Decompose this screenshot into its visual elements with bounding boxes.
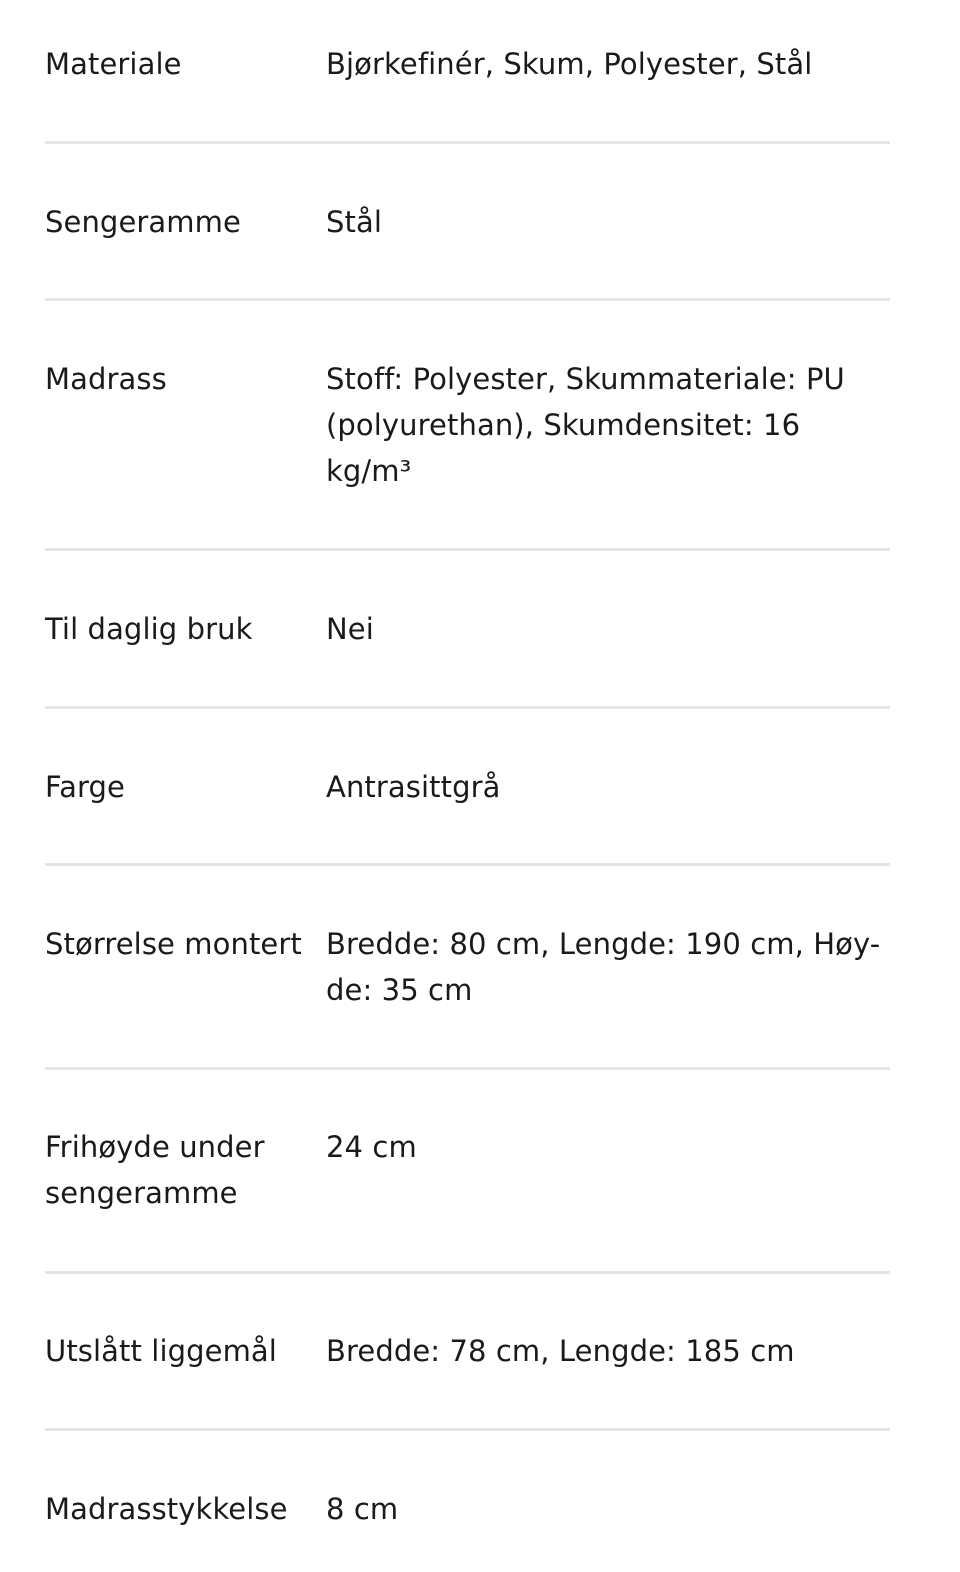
row-divider — [45, 1067, 890, 1070]
row-divider — [45, 141, 890, 144]
spec-value: 24 cm — [326, 1130, 417, 1164]
spec-label: Madrasstykkelse — [45, 1492, 288, 1526]
row-divider — [45, 548, 890, 551]
spec-label: Utslått liggemål — [45, 1334, 277, 1368]
spec-label: Madrass — [45, 362, 167, 396]
spec-label: Frihøyde under sengeramme — [45, 1130, 265, 1210]
row-divider — [45, 863, 890, 866]
spec-label: Til daglig bruk — [45, 612, 253, 646]
spec-value: Bredde: 80 cm, Lengde: 190 cm, Høy-de: 35 cm — [326, 927, 881, 1007]
row-divider — [45, 706, 890, 709]
spec-value: Nei — [326, 612, 374, 646]
spec-label: Farge — [45, 770, 125, 804]
spec-label: Størrelse montert — [45, 927, 302, 961]
spec-value: 8 cm — [326, 1492, 399, 1526]
spec-label: Materiale — [45, 47, 182, 81]
spec-value: Antrasittgrå — [326, 770, 501, 804]
spec-value: Bjørkefinér, Skum, Polyester, Stål — [326, 47, 813, 81]
spec-value: Bredde: 78 cm, Lengde: 185 cm — [326, 1334, 795, 1368]
row-divider — [45, 298, 890, 301]
spec-label: Sengeramme — [45, 205, 241, 239]
row-divider — [45, 1428, 890, 1431]
row-divider — [45, 1271, 890, 1274]
spec-value: Stål — [326, 205, 383, 239]
spec-value: Stoff: Polyester, Skummateriale: PU (polyurethan), Skumdensitet: 16 kg/m³ — [326, 362, 845, 488]
